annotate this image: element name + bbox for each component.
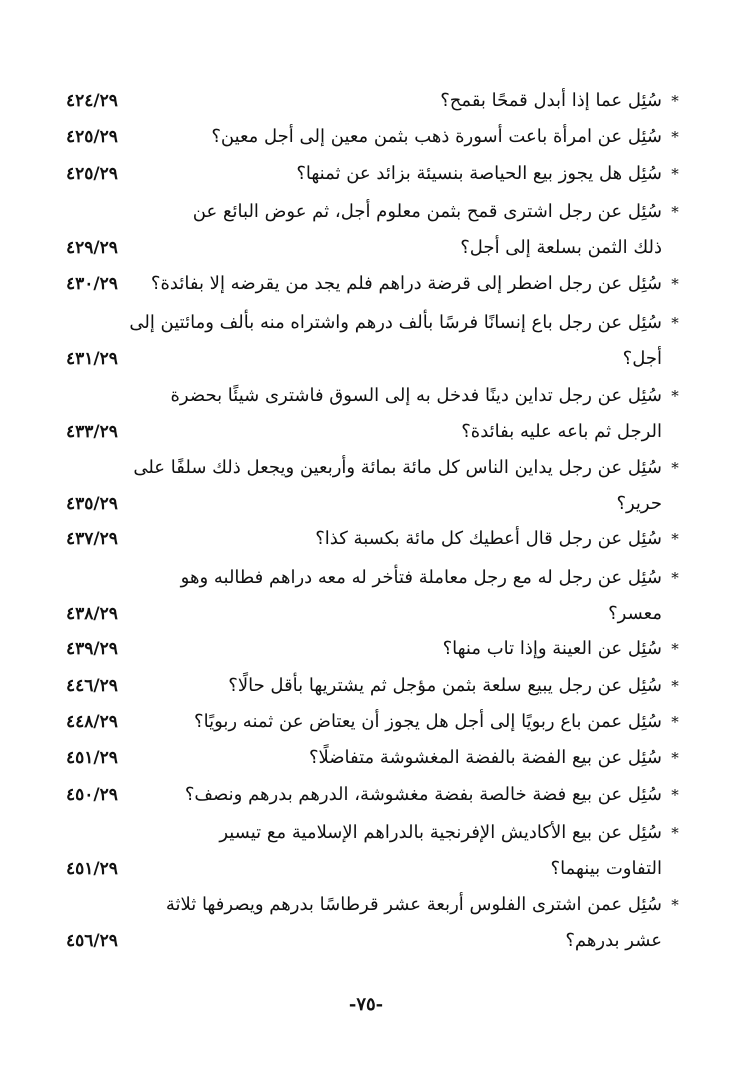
entry-reference: ٤٥١/٢٩ [66,859,118,879]
bullet-icon: * [671,569,679,587]
entry-reference: ٤٢٥/٢٩ [66,164,118,184]
entry-reference: ٤٤٨/٢٩ [66,712,118,732]
page-number: -٧٥- [348,994,384,1015]
bullet-icon: * [671,92,679,110]
index-entry [50,305,682,377]
entry-question-continuation: حرير؟ [616,493,662,514]
index-entry [50,740,682,776]
bullet-icon: * [671,749,679,767]
entry-question: سُئِل عما إذا أبدل قمحًا بقمح؟ [440,90,662,111]
index-entry [50,156,682,192]
index-entry [50,119,682,155]
index-entry [50,668,682,704]
bullet-icon: * [671,459,679,477]
entry-question: سُئِل عن بيع فضة خالصة بفضة مغشوشة، الدرهم بدرهم ونصف؟ [184,784,662,805]
entry-reference: ٤٣٨/٢٩ [66,604,118,624]
entry-question: سُئِل عن امرأة باعت أسورة ذهب بثمن معين إلى أجل معين؟ [211,126,662,147]
bullet-icon: * [671,387,679,405]
entry-reference: ٤٥١/٢٩ [66,748,118,768]
entry-question: سُئِل هل يجوز بيع الحياصة بنسيئة بزائد عن ثمنها؟ [296,163,662,184]
entry-question-continuation: معسر؟ [608,603,662,624]
index-entry [50,560,682,632]
entry-reference: ٤٥٦/٢٩ [66,931,118,951]
bullet-icon: * [671,275,679,293]
bullet-icon: * [671,896,679,914]
entry-question: سُئِل عن بيع الفضة بالفضة المغشوشة متفاضلًا؟ [308,747,662,768]
index-entry [50,815,682,887]
index-entry [50,521,682,557]
bullet-icon: * [671,314,679,332]
entry-question-continuation: الرجل ثم باعه عليه بفائدة؟ [461,421,662,442]
bullet-icon: * [671,713,679,731]
entry-reference: ٤٣٠/٢٩ [66,274,118,294]
entry-question: سُئِل عن رجل تداين دينًا فدخل به إلى السوق فاشترى شيئًا بحضرة [170,385,662,406]
entry-question: سُئِل عمن باع ربويًا إلى أجل هل يجوز أن يعتاض عن ثمنه ربويًا؟ [194,711,662,732]
entry-question: سُئِل عن رجل قال أعطيك كل مائة بكسبة كذا؟ [315,528,662,549]
entry-question-continuation: أجل؟ [622,348,662,369]
entry-reference: ٤٢٩/٢٩ [66,238,118,258]
entry-question: سُئِل عن بيع الأكاديش الإفرنجية بالدراهم الإسلامية مع تيسير [219,822,662,843]
entry-reference: ٤٢٤/٢٩ [66,91,118,111]
entry-question: سُئِل عن رجل يداين الناس كل مائة بمائة وأربعين ويجعل ذلك سلفًا على [133,457,662,478]
index-entry [50,266,682,302]
entry-question-continuation: التفاوت بينهما؟ [550,858,662,879]
entry-question: سُئِل عن العينة وإذا تاب منها؟ [442,638,662,659]
bullet-icon: * [671,786,679,804]
entry-question: سُئِل عن رجل اضطر إلى قرضة دراهم فلم يجد من يقرضه إلا بفائدة؟ [150,273,662,294]
entry-reference: ٤٥٠/٢٩ [66,785,118,805]
bullet-icon: * [671,640,679,658]
bullet-icon: * [671,677,679,695]
entry-reference: ٤٣٧/٢٩ [66,529,118,549]
index-entry [50,631,682,667]
entry-question-continuation: عشر بدرهم؟ [565,930,662,951]
bullet-icon: * [671,824,679,842]
bullet-icon: * [671,530,679,548]
entry-reference: ٤٤٦/٢٩ [66,676,118,696]
entry-question: سُئِل عن رجل باع إنسانًا فرسًا بألف درهم واشتراه منه بألف ومائتين إلى [129,312,662,333]
index-entry [50,378,682,450]
entry-question-continuation: ذلك الثمن بسلعة إلى أجل؟ [460,237,662,258]
bullet-icon: * [671,203,679,221]
entry-reference: ٤٣١/٢٩ [66,349,118,369]
entry-reference: ٤٣٩/٢٩ [66,639,118,659]
index-entry [50,887,682,959]
index-entry [50,83,682,119]
index-entry [50,777,682,813]
entry-reference: ٤٣٥/٢٩ [66,494,118,514]
entry-question: سُئِل عمن اشترى الفلوس أربعة عشر قرطاسًا بدرهم ويصرفها ثلاثة [165,894,662,915]
index-entry [50,450,682,522]
bullet-icon: * [671,128,679,146]
entry-reference: ٤٢٥/٢٩ [66,127,118,147]
bullet-icon: * [671,165,679,183]
entry-question: سُئِل عن رجل اشترى قمح بثمن معلوم أجل، ثم عوض البائع عن [192,201,662,222]
entry-reference: ٤٣٣/٢٩ [66,422,118,442]
entry-question: سُئِل عن رجل يبيع سلعة بثمن مؤجل ثم يشتريها بأقل حالًا؟ [228,675,662,696]
index-entry [50,194,682,266]
index-entry [50,704,682,740]
entry-question: سُئِل عن رجل له مع رجل معاملة فتأخر له معه دراهم فطالبه وهو [180,567,662,588]
